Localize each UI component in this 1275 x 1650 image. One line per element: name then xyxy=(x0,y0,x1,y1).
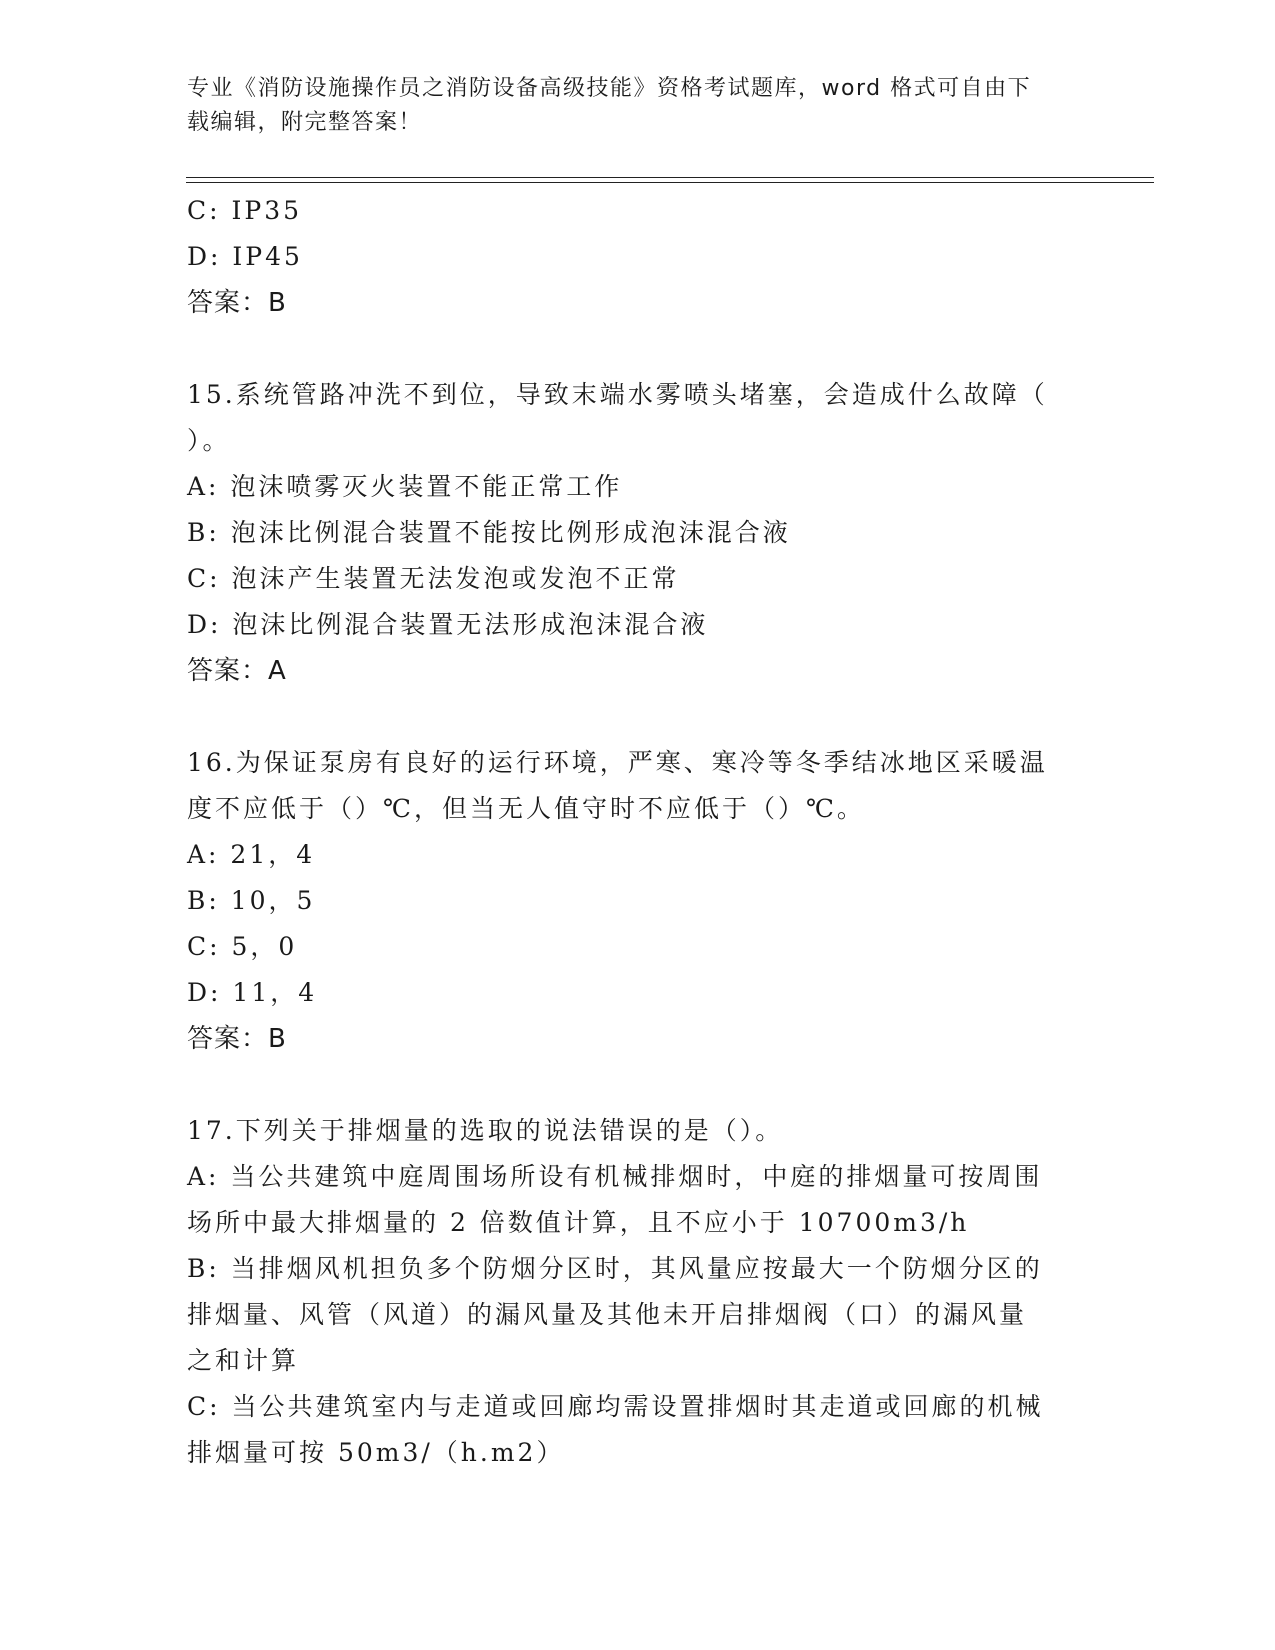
question-14-tail xyxy=(187,188,1067,326)
option-a: A: 泡沫喷雾灭火装置不能正常工作 xyxy=(187,472,623,501)
question-15 xyxy=(187,372,1067,694)
option-c: C: 泡沫产生装置无法发泡或发泡不正常 xyxy=(187,564,680,593)
question-stem: 16.为保证泵房有良好的运行环境，严寒、寒冷等冬季结冰地区采暖温 xyxy=(187,748,1048,777)
document-header xyxy=(187,72,1067,140)
option-c: C: 当公共建筑室内与走道或回廊均需设置排烟时其走道或回廊的机械 xyxy=(187,1392,1044,1421)
option-a: A: 当公共建筑中庭周围场所设有机械排烟时，中庭的排烟量可按周围 xyxy=(187,1162,1043,1191)
spacer xyxy=(187,1062,1067,1108)
header-divider-top xyxy=(186,177,1154,178)
option-c: C: 5，0 xyxy=(187,932,298,961)
option-b-continued: 排烟量、风管（风道）的漏风量及其他未开启排烟阀（口）的漏风量 xyxy=(187,1300,1028,1329)
option-d: D: 11，4 xyxy=(187,978,318,1007)
question-stem: 度不应低于（）℃，但当无人值守时不应低于（）℃。 xyxy=(187,794,865,823)
header-line-2: 载编辑，附完整答案！ xyxy=(187,110,423,135)
question-17 xyxy=(187,1108,1067,1476)
answer: 答案：B xyxy=(187,1024,287,1054)
option-b: B: 当排烟风机担负多个防烟分区时，其风量应按最大一个防烟分区的 xyxy=(187,1254,1043,1283)
option-d: D: IP45 xyxy=(187,242,303,271)
option-b: B: 10，5 xyxy=(187,886,316,915)
option-a-continued: 场所中最大排烟量的 2 倍数值计算，且不应小于 10700m3/h xyxy=(187,1208,970,1237)
question-stem: ）。 xyxy=(187,426,231,455)
option-d: D: 泡沫比例混合装置无法形成泡沫混合液 xyxy=(187,610,709,639)
option-c-continued: 排烟量可按 50m3/（h.m2） xyxy=(187,1438,565,1467)
question-stem: 15.系统管路冲洗不到位，导致末端水雾喷头堵塞，会造成什么故障（ xyxy=(187,380,1048,409)
option-a: A: 21，4 xyxy=(187,840,316,869)
option-b-continued: 之和计算 xyxy=(187,1346,300,1375)
question-list xyxy=(187,188,1067,1476)
option-c: C: IP35 xyxy=(187,196,303,225)
header-divider-bottom xyxy=(186,182,1154,183)
answer: 答案：A xyxy=(187,656,287,686)
answer: 答案：B xyxy=(187,288,287,318)
spacer xyxy=(187,694,1067,740)
spacer xyxy=(187,326,1067,372)
option-b: B: 泡沫比例混合装置不能按比例形成泡沫混合液 xyxy=(187,518,791,547)
header-line-1: 专业《消防设施操作员之消防设备高级技能》资格考试题库，word 格式可自由下 xyxy=(187,76,1032,101)
question-16 xyxy=(187,740,1067,1062)
question-stem: 17.下列关于排烟量的选取的说法错误的是（）。 xyxy=(187,1116,784,1145)
